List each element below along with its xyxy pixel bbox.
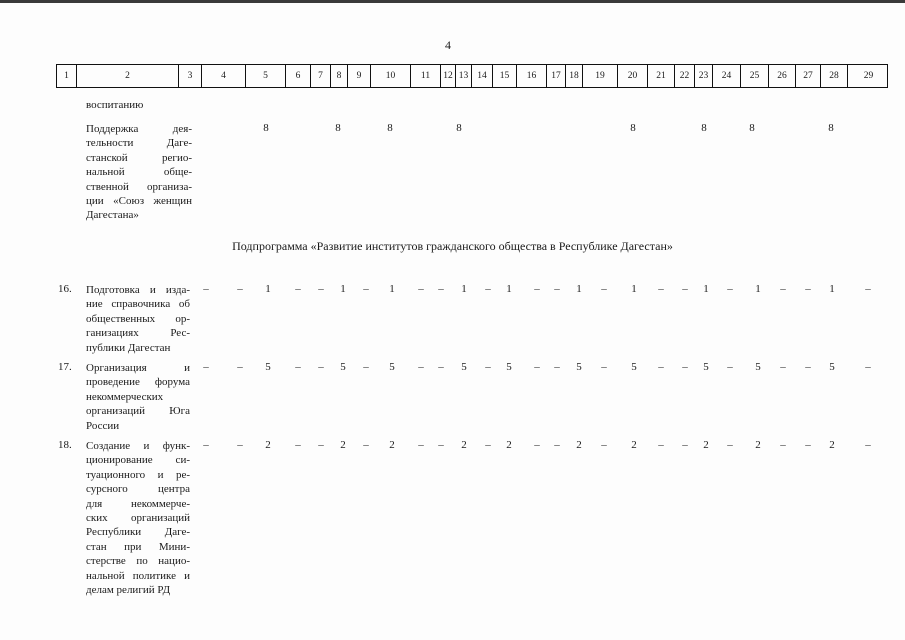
item-text-line: организаций Юга: [86, 405, 190, 418]
value-cell: –: [601, 361, 607, 373]
header-col-26: 26: [769, 65, 796, 87]
value-cell: –: [554, 439, 560, 451]
value-cell: 8: [387, 122, 393, 134]
item-text-line: Республики Даге-: [86, 526, 190, 539]
header-col-14: 14: [472, 65, 493, 87]
value-cell: 2: [506, 439, 512, 451]
value-cell: –: [658, 361, 664, 373]
value-cell: 5: [631, 361, 637, 373]
item-text-line: делам религий РД: [86, 584, 171, 596]
value-cell: 8: [335, 122, 341, 134]
value-cell: –: [418, 283, 424, 295]
header-col-23: 23: [695, 65, 713, 87]
header-col-10: 10: [371, 65, 411, 87]
header-col-2: 2: [77, 65, 179, 87]
header-col-6: 6: [286, 65, 311, 87]
value-cell: 2: [461, 439, 467, 451]
value-cell: –: [203, 283, 209, 295]
value-cell: –: [295, 439, 301, 451]
item-text-line: Поддержка дея-: [86, 123, 192, 135]
item-text-line: ганизациях Рес-: [86, 327, 190, 340]
value-cell: –: [534, 283, 540, 295]
header-col-20: 20: [618, 65, 648, 87]
value-cell: –: [203, 361, 209, 373]
header-col-12: 12: [441, 65, 456, 87]
value-cell: –: [318, 361, 324, 373]
value-cell: –: [727, 439, 733, 451]
value-cell: 1: [506, 283, 512, 295]
item-text-line: сурсного центра: [86, 483, 190, 496]
header-col-1: 1: [57, 65, 77, 87]
value-cell: 1: [340, 283, 346, 295]
value-cell: 2: [576, 439, 582, 451]
value-cell: –: [554, 283, 560, 295]
value-cell: –: [682, 361, 688, 373]
value-cell: –: [780, 361, 786, 373]
value-cell: –: [418, 439, 424, 451]
value-cell: 5: [703, 361, 709, 373]
value-cell: –: [418, 361, 424, 373]
value-cell: –: [658, 283, 664, 295]
value-cell: 5: [576, 361, 582, 373]
header-col-11: 11: [411, 65, 441, 87]
value-cell: –: [865, 283, 871, 295]
header-col-21: 21: [648, 65, 675, 87]
value-cell: 8: [749, 122, 755, 134]
value-cell: –: [534, 439, 540, 451]
continued-text: воспитанию: [86, 99, 144, 111]
value-cell: 5: [461, 361, 467, 373]
page-number: 4: [445, 38, 451, 52]
header-col-29: 29: [863, 71, 874, 81]
header-col-8: 8: [331, 65, 348, 87]
value-cell: 1: [755, 283, 761, 295]
value-cell: 1: [265, 283, 271, 295]
value-cell: –: [780, 439, 786, 451]
item-text-line: ских организаций: [86, 512, 190, 524]
item-text-line: публики Дагестан: [86, 341, 171, 354]
value-cell: 2: [631, 439, 637, 451]
value-cell: –: [237, 361, 243, 373]
value-cell: 1: [631, 283, 637, 295]
value-cell: –: [534, 361, 540, 373]
value-cell: –: [318, 439, 324, 451]
value-cell: 5: [340, 361, 346, 373]
value-cell: –: [438, 283, 444, 295]
value-cell: –: [727, 283, 733, 295]
header-col-16: 16: [517, 65, 547, 87]
value-cell: 1: [576, 283, 582, 295]
value-cell: –: [237, 439, 243, 451]
value-cell: 1: [389, 283, 395, 295]
value-cell: –: [237, 283, 243, 295]
header-col-28: 28: [821, 65, 848, 87]
header-col-15: 15: [493, 65, 517, 87]
value-cell: 8: [263, 122, 269, 134]
value-cell: 2: [389, 439, 395, 451]
value-cell: 5: [755, 361, 761, 373]
value-cell: –: [485, 439, 491, 451]
row-number: 16.: [58, 283, 72, 295]
header-col-17: 17: [547, 65, 566, 87]
header-col-27: 27: [796, 65, 821, 87]
item-text-line: ционирование си-: [86, 454, 190, 467]
item-text-line: Подготовка и изда-: [86, 284, 190, 296]
value-cell: –: [727, 361, 733, 373]
value-cell: –: [601, 283, 607, 295]
value-cell: 5: [389, 361, 395, 373]
value-cell: –: [554, 361, 560, 373]
header-col-4: 4: [202, 65, 246, 87]
value-cell: 8: [828, 122, 834, 134]
item-text-line: ние справочника об: [86, 298, 190, 311]
header-col-24: 24: [713, 65, 741, 87]
value-cell: –: [203, 439, 209, 451]
item-text-line: для некоммерче-: [86, 497, 190, 510]
value-cell: 2: [829, 439, 835, 451]
item-text-line: Создание и функ-: [86, 440, 190, 452]
value-cell: 5: [829, 361, 835, 373]
value-cell: –: [295, 283, 301, 295]
header-col-19: 19: [583, 65, 618, 87]
row-number: 17.: [58, 361, 72, 373]
value-cell: –: [780, 283, 786, 295]
item-text-line: Дагестана»: [86, 209, 139, 222]
item-text-line: нальной политике и: [86, 569, 190, 582]
value-cell: –: [682, 439, 688, 451]
value-cell: –: [295, 361, 301, 373]
item-text-line: стерстве по нацио-: [86, 555, 190, 568]
header-col-25: 25: [741, 65, 769, 87]
header-col-7: 7: [311, 65, 331, 87]
value-cell: –: [805, 361, 811, 373]
item-text-line: общественных ор-: [86, 312, 190, 325]
item-text-line: ственной организа-: [86, 180, 192, 193]
value-cell: 2: [265, 439, 271, 451]
value-cell: –: [805, 283, 811, 295]
value-cell: 2: [703, 439, 709, 451]
item-text-line: России: [86, 419, 120, 432]
item-text-line: туационного и ре-: [86, 468, 190, 481]
value-cell: –: [865, 361, 871, 373]
value-cell: 2: [340, 439, 346, 451]
header-col-13: 13: [456, 65, 472, 87]
value-cell: –: [485, 361, 491, 373]
item-text-line: стан при Мини-: [86, 540, 190, 553]
header-col-3: 3: [179, 65, 202, 87]
value-cell: –: [658, 439, 664, 451]
value-cell: –: [363, 361, 369, 373]
item-text-line: некоммерческих: [86, 390, 164, 403]
value-cell: –: [363, 283, 369, 295]
row-number: 18.: [58, 439, 72, 451]
item-text-line: тельности Даге-: [86, 137, 192, 150]
value-cell: 5: [265, 361, 271, 373]
value-cell: 8: [701, 122, 707, 134]
value-cell: 1: [829, 283, 835, 295]
value-cell: 8: [456, 122, 462, 134]
value-cell: 5: [506, 361, 512, 373]
value-cell: 1: [461, 283, 467, 295]
value-cell: –: [438, 439, 444, 451]
value-cell: –: [601, 439, 607, 451]
value-cell: –: [318, 283, 324, 295]
value-cell: 8: [630, 122, 636, 134]
header-col-5: 5: [246, 65, 286, 87]
value-cell: –: [363, 439, 369, 451]
value-cell: –: [865, 439, 871, 451]
value-cell: –: [438, 361, 444, 373]
item-text-line: станской регио-: [86, 151, 192, 164]
scan-edge: [0, 0, 905, 3]
value-cell: –: [485, 283, 491, 295]
item-text-line: ции «Союз женщин: [86, 195, 192, 207]
value-cell: 2: [755, 439, 761, 451]
subprogram-title: Подпрограмма «Развитие институтов гражданского общества в Республике Дагестан»: [232, 239, 673, 253]
column-number-header: [56, 64, 888, 88]
value-cell: –: [682, 283, 688, 295]
header-col-9: 9: [348, 65, 371, 87]
value-cell: 1: [703, 283, 709, 295]
header-col-22: 22: [675, 65, 695, 87]
item-text-line: проведение форума: [86, 376, 190, 389]
item-text-line: нальной обще-: [86, 166, 192, 179]
header-col-18: 18: [566, 65, 583, 87]
item-text-line: Организация и: [86, 362, 190, 374]
value-cell: –: [805, 439, 811, 451]
